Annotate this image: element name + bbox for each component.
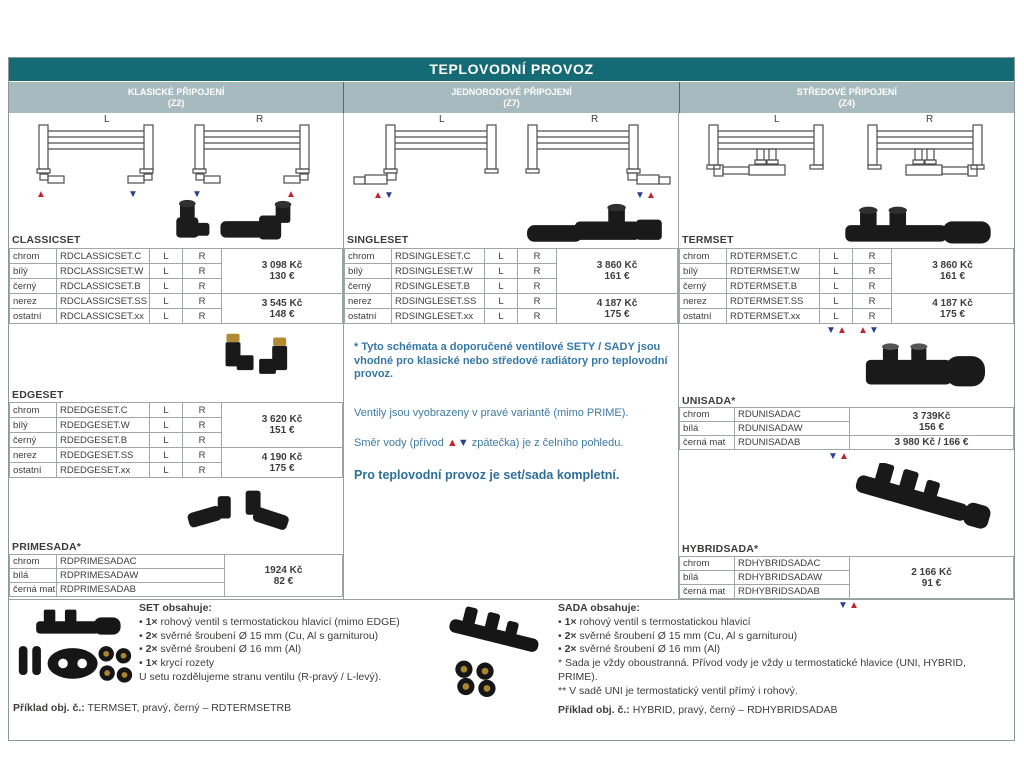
variant-left-cell: L	[485, 249, 518, 264]
section-title-edgeset: EDGESET	[12, 389, 64, 401]
price-cell: 3 739Kč 156 €	[850, 408, 1014, 436]
variant-left-cell: L	[485, 294, 518, 309]
order-code-cell: RDEDGESET.xx	[57, 463, 150, 478]
variant-left-cell: L	[820, 309, 853, 324]
price-cell: 4 190 Kč 175 €	[222, 448, 343, 478]
set-contents-photo	[15, 602, 135, 698]
supply-arrow-icon: ▲	[858, 325, 868, 336]
variant-left-cell: L	[150, 403, 183, 418]
price-cell: 4 187 Kč 175 €	[892, 294, 1014, 324]
note-direction-prefix: Směr vody (přívod	[354, 437, 447, 449]
finish-cell: černý	[345, 279, 392, 294]
primesada-table	[9, 554, 343, 597]
variant-left-cell: L	[820, 294, 853, 309]
variant-right-cell: R	[853, 294, 892, 309]
return-arrow-icon: ▼	[828, 451, 838, 462]
variant-left-cell: L	[150, 448, 183, 463]
unisada-product-photo	[857, 341, 992, 393]
supply-arrow-icon: ▲	[646, 190, 656, 201]
order-code-cell: RDSINGLESET.W	[392, 264, 485, 279]
table-row	[10, 448, 343, 463]
order-code-cell: RDTERMSET.SS	[727, 294, 820, 309]
note-variant: Ventily jsou vyobrazeny v pravé variantě (mimo PRIME).	[354, 407, 629, 419]
variant-right-cell: R	[518, 249, 557, 264]
order-code-cell: RDEDGESET.C	[57, 403, 150, 418]
finish-cell: bílá	[680, 422, 735, 436]
variant-left-cell: L	[150, 463, 183, 478]
finish-cell: nerez	[680, 294, 727, 309]
column-stredove	[679, 113, 1014, 599]
variant-right-cell: R	[183, 249, 222, 264]
return-arrow-icon: ▼	[192, 189, 202, 200]
finish-cell: ostatní	[345, 309, 392, 324]
supply-arrow-icon: ▲	[839, 451, 849, 462]
return-arrow-icon: ▼	[128, 189, 138, 200]
order-code-cell: RDPRIMESADAB	[57, 583, 225, 597]
diagram-left-label: L	[439, 114, 445, 125]
singleset-product-photo	[516, 203, 671, 251]
diagram-right-label: R	[926, 114, 934, 125]
finish-cell: nerez	[10, 448, 57, 463]
variant-left-cell: L	[150, 309, 183, 324]
variant-left-cell: L	[150, 264, 183, 279]
supply-arrow-icon: ▲	[286, 189, 296, 200]
column-header-code: (Z2)	[167, 98, 185, 108]
section-title-singleset: SINGLESET	[347, 234, 409, 246]
column-header-code: (Z7)	[503, 98, 520, 108]
variant-right-cell: R	[183, 418, 222, 433]
set-list-footnote: U setu rozdělujeme stranu ventilu (R-pravý / L-levý).	[139, 670, 382, 683]
finish-cell: černý	[10, 279, 57, 294]
column-header-label: JEDNOBODOVÉ PŘIPOJENÍ	[451, 87, 572, 97]
finish-cell: bílý	[345, 264, 392, 279]
finish-cell: bílá	[680, 571, 735, 585]
order-code-cell: RDCLASSICSET.C	[57, 249, 150, 264]
supply-arrow-icon: ▲	[373, 190, 383, 201]
variant-left-cell: L	[150, 294, 183, 309]
sada-contents-list	[558, 602, 970, 699]
variant-left-cell: L	[820, 279, 853, 294]
list-item: • 1× rohový ventil s termostatickou hlavicí	[558, 616, 970, 630]
radiator-diagram-z7-left	[352, 123, 502, 189]
variant-right-cell: R	[183, 433, 222, 448]
column-header-label: KLASICKÉ PŘIPOJENÍ	[127, 87, 225, 97]
order-code-cell: RDUNISADAC	[735, 408, 850, 422]
variant-left-cell: L	[485, 279, 518, 294]
diagram-right-label: R	[591, 114, 599, 125]
list-item: • 2× svěrné šroubení Ø 16 mm (Al)	[558, 643, 970, 657]
section-title-termset: TERMSET	[682, 234, 734, 246]
hybridsada-product-photo	[847, 463, 997, 541]
order-code-cell: RDSINGLESET.xx	[392, 309, 485, 324]
price-cell: 3 620 Kč 151 €	[222, 403, 343, 448]
table-row	[10, 294, 343, 309]
variant-right-cell: R	[518, 309, 557, 324]
variant-right-cell: R	[518, 279, 557, 294]
finish-cell: černá mat	[680, 585, 735, 599]
variant-right-cell: R	[518, 264, 557, 279]
price-cell: 3 980 Kč / 166 €	[850, 436, 1014, 450]
singleset-table	[344, 248, 678, 324]
table-row	[345, 249, 678, 264]
variant-right-cell: R	[853, 249, 892, 264]
termset-product-photo	[837, 203, 999, 249]
edgeset-table	[9, 402, 343, 478]
section-title-classicset: CLASSICSET	[12, 234, 81, 246]
list-item: • 2× svěrné šroubení Ø 15 mm (Cu, Al s garniturou)	[558, 630, 970, 644]
classicset-table	[9, 248, 343, 324]
finish-cell: chrom	[10, 555, 57, 569]
finish-cell: ostatní	[680, 309, 727, 324]
order-code-cell: RDEDGESET.B	[57, 433, 150, 448]
diagram-left-label: L	[774, 114, 780, 125]
table-row	[680, 249, 1014, 264]
variant-right-cell: R	[183, 448, 222, 463]
sada-list-footnote-1: * Sada je vždy oboustranná. Přívod vody je vždy u termostatické hlavice (UNI, HYBRID, PRIME).	[558, 657, 966, 683]
price-cell: 4 187 Kč 175 €	[557, 294, 678, 324]
order-code-cell: RDCLASSICSET.W	[57, 264, 150, 279]
finish-cell: chrom	[345, 249, 392, 264]
price-cell: 3 098 Kč 130 €	[222, 249, 343, 294]
table-row	[680, 294, 1014, 309]
variant-right-cell: R	[183, 279, 222, 294]
return-arrow-icon: ▼	[384, 190, 394, 201]
order-code-cell: RDTERMSET.B	[727, 279, 820, 294]
table-row	[10, 249, 343, 264]
note-schemata: * Tyto schémata a doporučené ventilové SETY / SADY jsou vhodné pro klasické nebo středové radiátory pro teplovodní provoz.	[354, 341, 668, 380]
order-code-cell: RDHYBRIDSADAB	[735, 585, 850, 599]
table-row	[680, 436, 1014, 450]
radiator-diagram-z4-right	[854, 123, 996, 189]
finish-cell: nerez	[345, 294, 392, 309]
finish-cell: černá mat	[10, 583, 57, 597]
column-header-stredove	[680, 82, 1014, 113]
column-header-klasicke	[9, 82, 344, 113]
section-title-hybridsada: HYBRIDSADA*	[682, 543, 759, 555]
order-code-cell: RDEDGESET.W	[57, 418, 150, 433]
finish-cell: ostatní	[10, 463, 57, 478]
sada-list-footnote-2: ** V sadě UNI je termostatický ventil přímý i rohový.	[558, 684, 798, 697]
edgeset-product-photo	[205, 329, 317, 387]
radiator-diagram-z2-right	[181, 123, 323, 187]
return-arrow-icon: ▼	[869, 325, 879, 336]
list-item: • 2× svěrné šroubení Ø 16 mm (Al)	[139, 643, 444, 657]
order-code-cell: RDPRIMESADAC	[57, 555, 225, 569]
price-cell: 1924 Kč 82 €	[225, 555, 343, 597]
sada-contents-photo	[433, 606, 561, 698]
table-row	[10, 555, 343, 569]
finish-cell: černý	[680, 279, 727, 294]
order-code-cell: RDEDGESET.SS	[57, 448, 150, 463]
section-title-unisada: UNISADA*	[682, 395, 736, 407]
order-code-cell: RDCLASSICSET.SS	[57, 294, 150, 309]
set-list-title: SET obsahuje:	[139, 602, 212, 614]
variant-right-cell: R	[518, 294, 557, 309]
columns-area	[9, 113, 1014, 599]
order-code-cell: RDTERMSET.W	[727, 264, 820, 279]
return-arrow-icon: ▼	[838, 600, 848, 611]
variant-right-cell: R	[853, 309, 892, 324]
order-code-cell: RDSINGLESET.C	[392, 249, 485, 264]
variant-left-cell: L	[485, 309, 518, 324]
variant-right-cell: R	[183, 403, 222, 418]
list-item: • 1× krycí rozety	[139, 657, 444, 671]
order-code-cell: RDPRIMESADAW	[57, 569, 225, 583]
price-cell: 3 545 Kč 148 €	[222, 294, 343, 324]
order-code-cell: RDHYBRIDSADAW	[735, 571, 850, 585]
radiator-diagram-z4-left	[695, 123, 837, 189]
finish-cell: chrom	[680, 408, 735, 422]
variant-left-cell: L	[485, 264, 518, 279]
return-arrow-icon: ▼	[826, 325, 836, 336]
order-code-cell: RDSINGLESET.B	[392, 279, 485, 294]
variant-right-cell: R	[183, 309, 222, 324]
list-item: • 1× rohový ventil s termostatickou hlavicí (mimo EDGE)	[139, 616, 444, 630]
set-order-example: Příklad obj. č.: TERMSET, pravý, černý – RDTERMSETRB	[13, 702, 292, 714]
finish-cell: černý	[10, 433, 57, 448]
diagram-right-label: R	[256, 114, 264, 125]
price-cell: 2 166 Kč 91 €	[850, 557, 1014, 599]
variant-left-cell: L	[150, 418, 183, 433]
table-row	[680, 408, 1014, 422]
sada-order-example: Příklad obj. č.: HYBRID, pravý, černý – RDHYBRIDSADAB	[558, 704, 838, 716]
finish-cell: chrom	[10, 249, 57, 264]
radiator-diagram-z2-left	[25, 123, 167, 187]
note-direction-suffix: zpátečka) je z čelního pohledu.	[468, 437, 624, 449]
table-row	[10, 403, 343, 418]
list-item: • 2× svěrné šroubení Ø 15 mm (Cu, Al s garniturou)	[139, 630, 444, 644]
variant-left-cell: L	[150, 433, 183, 448]
diagram-left-label: L	[104, 114, 110, 125]
section-title-primesada: PRIMESADA*	[12, 541, 82, 553]
column-header-jednobodove	[344, 82, 679, 113]
price-cell: 3 860 Kč 161 €	[557, 249, 678, 294]
table-row	[345, 294, 678, 309]
order-code-cell: RDCLASSICSET.xx	[57, 309, 150, 324]
return-arrow-icon: ▼	[635, 190, 645, 201]
finish-cell: bílý	[680, 264, 727, 279]
variant-left-cell: L	[820, 249, 853, 264]
table-row	[680, 557, 1014, 571]
unisada-table	[679, 407, 1014, 450]
supply-arrow-icon: ▲	[849, 600, 859, 611]
content-frame	[8, 57, 1015, 741]
set-contents-list	[139, 602, 444, 685]
primesada-product-photo	[177, 485, 305, 539]
order-code-cell: RDTERMSET.C	[727, 249, 820, 264]
finish-cell: bílá	[10, 569, 57, 583]
variant-right-cell: R	[853, 264, 892, 279]
variant-left-cell: L	[820, 264, 853, 279]
page-title: TEPLOVODNÍ PROVOZ	[9, 58, 1014, 81]
hybridsada-table	[679, 556, 1014, 599]
variant-right-cell: R	[183, 294, 222, 309]
bottom-info-area	[9, 599, 1014, 741]
finish-cell: chrom	[680, 249, 727, 264]
classicset-product-photo	[157, 199, 317, 245]
note-direction	[354, 437, 672, 451]
order-code-cell: RDUNISADAB	[735, 436, 850, 450]
order-code-cell: RDHYBRIDSADAC	[735, 557, 850, 571]
finish-cell: nerez	[10, 294, 57, 309]
column-klasicke	[9, 113, 344, 599]
variant-right-cell: R	[183, 264, 222, 279]
variant-right-cell: R	[853, 279, 892, 294]
column-header-label: STŘEDOVÉ PŘIPOJENÍ	[796, 87, 897, 97]
finish-cell: bílý	[10, 264, 57, 279]
termset-table	[679, 248, 1014, 324]
order-code-cell: RDCLASSICSET.B	[57, 279, 150, 294]
order-code-cell: RDSINGLESET.SS	[392, 294, 485, 309]
column-jednobodove	[344, 113, 679, 599]
order-code-cell: RDTERMSET.xx	[727, 309, 820, 324]
finish-cell: bílý	[10, 418, 57, 433]
supply-arrow-icon: ▲	[446, 437, 458, 449]
finish-cell: ostatní	[10, 309, 57, 324]
column-headers	[9, 81, 1014, 113]
variant-left-cell: L	[150, 279, 183, 294]
supply-arrow-icon: ▲	[837, 325, 847, 336]
note-complete: Pro teplovodní provoz je set/sada kompletní.	[354, 468, 620, 482]
column-header-code: (Z4)	[838, 98, 856, 108]
finish-cell: chrom	[10, 403, 57, 418]
order-code-cell: RDUNISADAW	[735, 422, 850, 436]
radiator-diagram-z7-right	[522, 123, 672, 189]
finish-cell: chrom	[680, 557, 735, 571]
sada-list-title: SADA obsahuje:	[558, 602, 640, 614]
variant-right-cell: R	[183, 463, 222, 478]
finish-cell: černá mat	[680, 436, 735, 450]
supply-arrow-icon: ▲	[36, 189, 46, 200]
variant-left-cell: L	[150, 249, 183, 264]
price-cell: 3 860 Kč 161 €	[892, 249, 1014, 294]
return-arrow-icon: ▼	[457, 437, 469, 449]
